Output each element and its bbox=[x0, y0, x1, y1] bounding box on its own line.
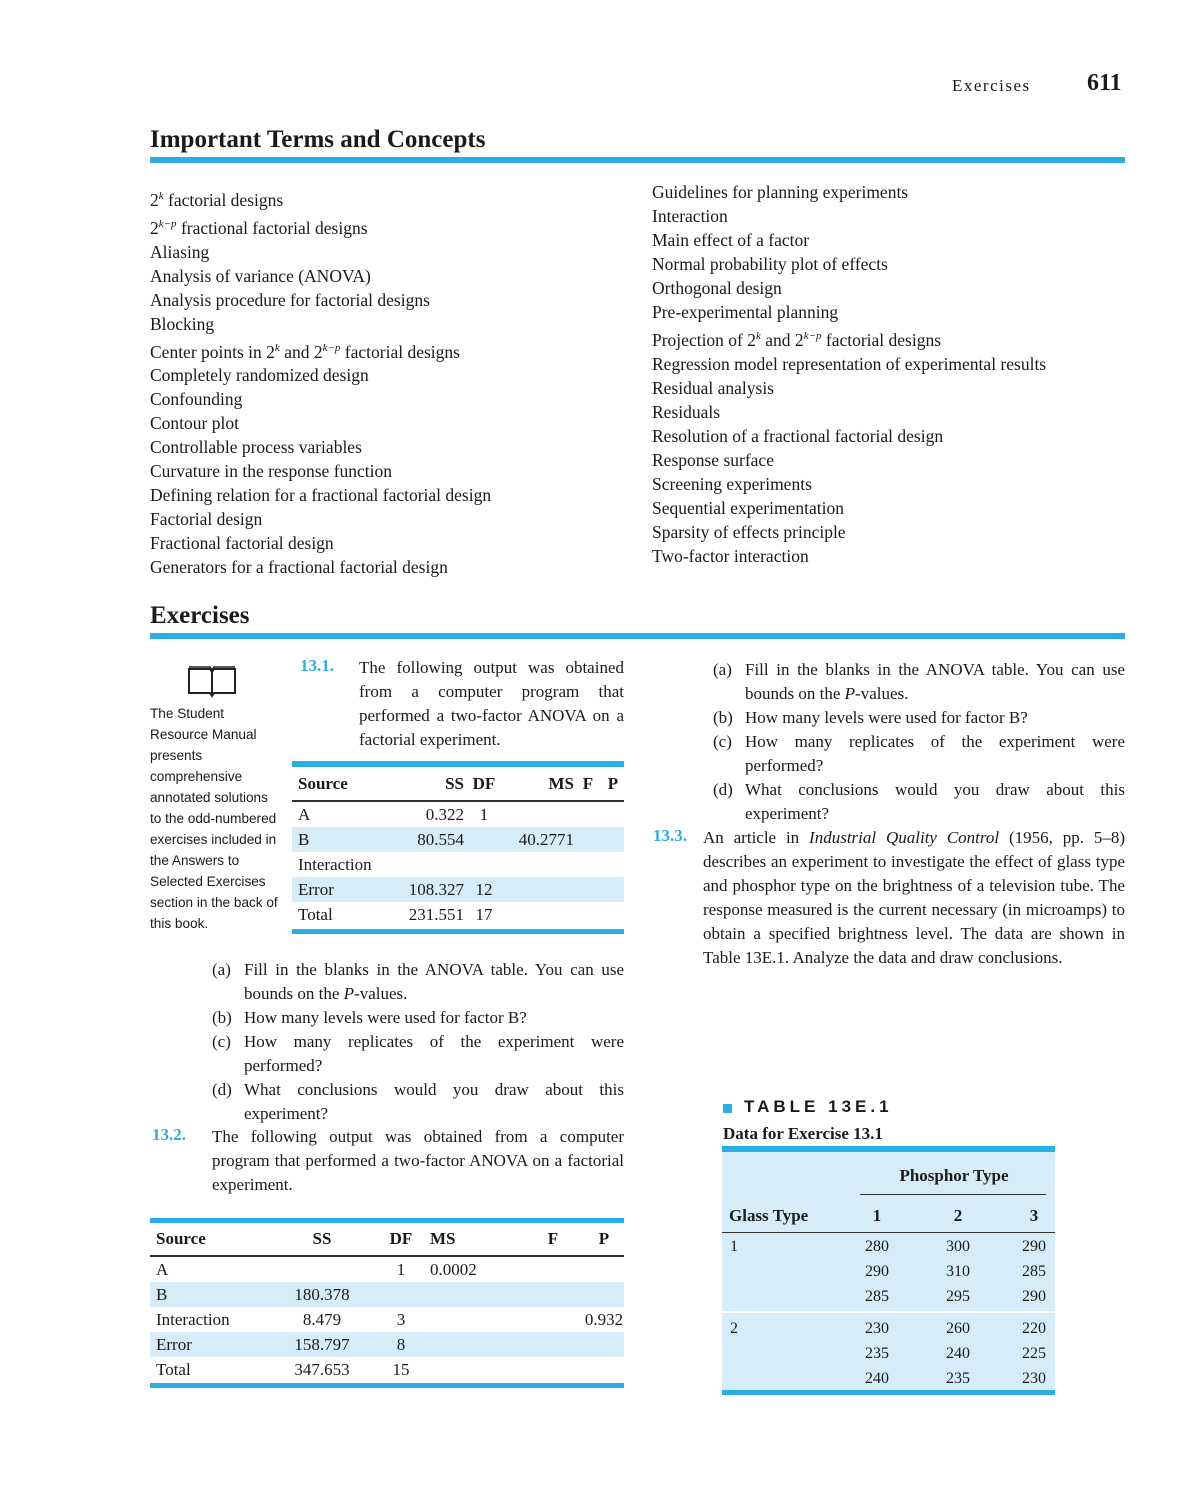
table-cell: A bbox=[298, 804, 311, 824]
exercise-part bbox=[713, 658, 1125, 706]
term-item: Resolution of a fractional factorial design bbox=[652, 425, 944, 446]
column-header: F bbox=[574, 767, 602, 801]
table-13e1 bbox=[722, 1146, 1055, 1395]
column-header: P bbox=[602, 767, 624, 801]
term-item: Curvature in the response function bbox=[150, 461, 393, 482]
part-label: (d) bbox=[212, 1080, 232, 1099]
table-cell: 0.322 bbox=[425, 804, 464, 824]
column-header: DF bbox=[372, 1223, 430, 1256]
data-cell: 285 bbox=[865, 1288, 889, 1305]
term-item: Pre-experimental planning bbox=[652, 302, 839, 322]
table-bottom-rule bbox=[292, 929, 624, 934]
data-cell: 240 bbox=[946, 1345, 970, 1362]
term-item: Generators for a fractional factorial design bbox=[150, 557, 448, 578]
table-cell bbox=[602, 827, 624, 852]
data-cell: 225 bbox=[1022, 1345, 1046, 1362]
column-header: SS bbox=[398, 767, 464, 801]
table-cell bbox=[522, 1307, 584, 1332]
term-item bbox=[150, 212, 640, 240]
header-rule bbox=[722, 1232, 1055, 1233]
table-cell bbox=[504, 852, 574, 877]
table-cell bbox=[504, 902, 574, 927]
part-text-main: Fill in the blanks in the ANOVA table. You can use bounds on the bbox=[244, 960, 624, 1003]
table-cell: 1 bbox=[479, 804, 489, 824]
term-item: Analysis procedure for factorial designs bbox=[150, 289, 430, 310]
term-item: Main effect of a factor bbox=[652, 230, 810, 250]
term-base: 2 bbox=[150, 217, 159, 238]
table-cell bbox=[602, 801, 624, 827]
glass-type-value: 1 bbox=[730, 1238, 738, 1255]
table-row bbox=[150, 1282, 624, 1307]
table-cell: 180.378 bbox=[272, 1282, 372, 1307]
ex3-text-part2: (1956, pp. 5–8) describes an experiment to investigate the effect of glass type and phosphor type on the brightness of a television tube. The response measured is the current necessary (in microamps) to obtain a specified brightness level. The data are shown in Table 13E.1. Analyze the data and draw conclusions. bbox=[703, 828, 1125, 967]
part-text-main: What conclusions would you draw about this experiment? bbox=[745, 780, 1125, 823]
table-cell bbox=[602, 852, 624, 877]
data-cell: 220 bbox=[1022, 1320, 1046, 1337]
table-row bbox=[292, 877, 624, 902]
table-cell bbox=[574, 852, 602, 877]
table-row bbox=[150, 1357, 624, 1382]
terms-title-rule bbox=[150, 157, 1125, 163]
phosphor-type-column-header: 3 bbox=[1029, 1206, 1039, 1225]
exercise-part bbox=[212, 1078, 624, 1126]
term-superscript: k−p bbox=[803, 330, 822, 342]
table-cell bbox=[464, 852, 504, 877]
terms-section-title: Important Terms and Concepts bbox=[150, 126, 486, 153]
term-pre: Projection of 2 bbox=[652, 329, 757, 350]
part-label: (c) bbox=[713, 732, 732, 751]
table-cell: 108.327 bbox=[398, 877, 464, 902]
term-mid: and 2 bbox=[760, 329, 804, 350]
data-cell: 285 bbox=[1022, 1263, 1046, 1280]
term-item bbox=[652, 324, 1132, 352]
table-row bbox=[292, 902, 624, 927]
part-text bbox=[244, 1078, 624, 1126]
exercise-13-1-parts bbox=[212, 958, 624, 1126]
part-text-main: How many levels were used for factor B? bbox=[244, 1008, 527, 1027]
column-header: DF bbox=[464, 767, 504, 801]
table-cell: Error bbox=[150, 1332, 272, 1357]
term-rest: factorial designs bbox=[340, 341, 460, 362]
exercise-13-3-number: 13.3. bbox=[653, 826, 687, 845]
table-cell bbox=[574, 877, 602, 902]
part-italic: P bbox=[844, 684, 856, 703]
data-cell: 235 bbox=[865, 1345, 889, 1362]
group-header-rule bbox=[860, 1194, 1046, 1195]
term-item: Residuals bbox=[652, 401, 721, 422]
part-text-main: Fill in the blanks in the ANOVA table. You can use bounds on the bbox=[745, 660, 1125, 703]
term-rest: fractional factorial designs bbox=[176, 217, 368, 238]
data-cell: 310 bbox=[946, 1263, 970, 1280]
data-cell: 290 bbox=[1022, 1238, 1046, 1255]
term-superscript: k−p bbox=[158, 217, 177, 230]
term-item bbox=[150, 184, 640, 212]
term-item: Guidelines for planning experiments bbox=[652, 182, 909, 202]
part-text bbox=[745, 778, 1125, 826]
data-cell: 290 bbox=[1022, 1288, 1046, 1305]
part-italic: P bbox=[343, 984, 355, 1003]
table-cell: 12 bbox=[464, 877, 504, 902]
data-cell: 300 bbox=[946, 1238, 970, 1255]
exercise-13-2-anova-table bbox=[150, 1218, 624, 1388]
exercise-13-1-anova-table bbox=[292, 761, 624, 934]
term-item bbox=[150, 336, 640, 364]
table-cell: Interaction bbox=[298, 854, 372, 874]
table-cell: 8.479 bbox=[302, 1309, 342, 1329]
table-cell: 17 bbox=[475, 904, 493, 924]
table-cell bbox=[584, 1357, 624, 1382]
phosphor-type-column-header: 2 bbox=[953, 1206, 963, 1225]
table-cell: 8 bbox=[372, 1332, 430, 1357]
sidebar-note: The Student Resource Manual presents comprehensive annotated solutions to the odd-numbered exercises included in the Answers to Selected Exercises section in the back of this book. bbox=[150, 706, 278, 931]
table-row bbox=[292, 852, 624, 877]
term-mid: and 2 bbox=[279, 341, 323, 362]
part-text-after: -values. bbox=[354, 984, 408, 1003]
table-cell bbox=[522, 1282, 584, 1307]
table-cell bbox=[574, 801, 602, 827]
term-item: Normal probability plot of effects bbox=[652, 254, 888, 274]
term-item: Response surface bbox=[652, 449, 774, 470]
table-13e1-label-row bbox=[723, 1097, 893, 1117]
table-cell bbox=[602, 902, 624, 927]
part-text-main: What conclusions would you draw about this experiment? bbox=[244, 1080, 624, 1123]
column-header: Source bbox=[150, 1223, 272, 1256]
data-cell: 230 bbox=[1022, 1370, 1046, 1387]
term-item: Controllable process variables bbox=[150, 437, 362, 458]
table-cell: 158.797 bbox=[272, 1332, 372, 1357]
table-cell bbox=[430, 1332, 522, 1357]
term-superscript: k bbox=[274, 341, 280, 354]
term-item: Orthogonal design bbox=[652, 278, 782, 298]
column-header: F bbox=[522, 1223, 584, 1256]
exercise-13-2-number: 13.2. bbox=[152, 1125, 186, 1144]
table-cell bbox=[584, 1282, 624, 1307]
part-label: (a) bbox=[713, 660, 732, 679]
data-cell: 235 bbox=[946, 1370, 970, 1387]
table-row bbox=[292, 801, 624, 827]
table-cell: 3 bbox=[396, 1309, 406, 1329]
term-rest: factorial designs bbox=[821, 329, 942, 350]
table-cell bbox=[522, 1332, 584, 1357]
table-bottom-rule bbox=[722, 1390, 1055, 1395]
table-13e1-label: TABLE 13E.1 bbox=[744, 1097, 893, 1116]
term-item: Interaction bbox=[652, 206, 728, 226]
running-header-section: Exercises bbox=[952, 76, 1031, 95]
table-cell: 40.2771 bbox=[504, 827, 574, 852]
table-cell: Total bbox=[298, 904, 333, 924]
terms-left-column bbox=[150, 184, 640, 579]
table-13e1-caption: Data for Exercise 13.1 bbox=[723, 1124, 883, 1143]
table-cell: Total bbox=[156, 1359, 191, 1379]
table-cell: B bbox=[150, 1282, 272, 1307]
term-item: Completely randomized design bbox=[150, 365, 369, 386]
term-item: Sparsity of effects principle bbox=[652, 521, 846, 542]
table-cell bbox=[504, 877, 574, 902]
term-item: Residual analysis bbox=[652, 377, 774, 398]
journal-title: Industrial Quality Control bbox=[809, 828, 1000, 847]
group-separator bbox=[722, 1311, 1055, 1313]
table-row bbox=[150, 1332, 624, 1357]
column-header: P bbox=[584, 1223, 624, 1256]
part-label: (a) bbox=[212, 960, 231, 979]
table-cell bbox=[522, 1256, 584, 1282]
data-cell: 280 bbox=[865, 1238, 889, 1255]
table-cell: 231.551 bbox=[408, 904, 464, 924]
table-cell bbox=[584, 1332, 624, 1357]
table-13e1-body bbox=[722, 1152, 1055, 1390]
column-header: MS bbox=[504, 767, 574, 801]
table-row bbox=[150, 1307, 624, 1332]
table-cell bbox=[430, 1357, 522, 1382]
data-cell: 295 bbox=[946, 1288, 970, 1305]
table-cell bbox=[398, 852, 464, 877]
part-text bbox=[745, 706, 1125, 730]
table-cell bbox=[504, 801, 574, 827]
term-item: Analysis of variance (ANOVA) bbox=[150, 265, 371, 286]
table-cell: 15 bbox=[392, 1359, 410, 1379]
part-label: (d) bbox=[713, 780, 733, 799]
exercise-13-2-text: The following output was obtained from a computer program that performed a two-factor ANOVA on a factorial experiment. bbox=[212, 1127, 624, 1194]
phosphor-type-column-header: 1 bbox=[872, 1206, 882, 1225]
exercises-section-title: Exercises bbox=[150, 602, 250, 629]
term-item: Blocking bbox=[150, 313, 215, 334]
table-cell bbox=[602, 877, 624, 902]
table-cell: 0.0002 bbox=[430, 1259, 477, 1279]
table-row bbox=[292, 827, 624, 852]
term-item: Confounding bbox=[150, 389, 243, 410]
table-bottom-rule bbox=[150, 1383, 624, 1388]
term-superscript: k−p bbox=[322, 341, 341, 354]
term-item: Defining relation for a fractional factorial design bbox=[150, 485, 492, 506]
table-cell bbox=[372, 1282, 430, 1307]
term-item: Regression model representation of experimental results bbox=[652, 353, 1047, 374]
exercise-13-1-number: 13.1. bbox=[300, 656, 334, 675]
table-cell: A bbox=[156, 1259, 169, 1279]
ex3-text-part1: An article in bbox=[703, 828, 810, 847]
term-item: Contour plot bbox=[150, 413, 239, 434]
exercise-part bbox=[713, 730, 1125, 778]
term-item: Factorial design bbox=[150, 509, 263, 530]
term-item: Two-factor interaction bbox=[652, 545, 809, 566]
terms-right-column bbox=[652, 180, 1132, 568]
data-cell: 240 bbox=[865, 1370, 889, 1387]
table-cell bbox=[272, 1256, 372, 1282]
table-cell: Error bbox=[292, 877, 398, 902]
page-number: 611 bbox=[1087, 70, 1122, 96]
exercise-13-3-text bbox=[703, 826, 1125, 970]
exercise-part bbox=[713, 706, 1125, 730]
table-cell: 80.554 bbox=[398, 827, 464, 852]
exercise-13-2-parts bbox=[713, 658, 1125, 826]
data-cell: 230 bbox=[865, 1320, 889, 1337]
exercise-13-1-text: The following output was obtained from a computer program that performed a two-factor ANOVA on a factorial experiment. bbox=[359, 658, 624, 749]
table-cell bbox=[430, 1282, 522, 1307]
table-cell bbox=[464, 827, 504, 852]
table-cell bbox=[522, 1357, 584, 1382]
table-cell bbox=[574, 902, 602, 927]
term-superscript: k bbox=[756, 330, 761, 342]
part-text bbox=[745, 658, 1125, 706]
table-cell: Interaction bbox=[156, 1309, 230, 1329]
table-cell bbox=[584, 1256, 624, 1282]
column-header: SS bbox=[272, 1223, 372, 1256]
term-rest: factorial designs bbox=[163, 189, 284, 210]
part-text bbox=[244, 958, 624, 1006]
term-pre: Center points in 2 bbox=[150, 341, 275, 362]
part-text-main: How many replicates of the experiment were performed? bbox=[745, 732, 1125, 775]
table-cell: 1 bbox=[396, 1259, 406, 1279]
term-item: Sequential experimentation bbox=[652, 497, 844, 518]
exercise-part bbox=[212, 958, 624, 1006]
data-cell: 260 bbox=[946, 1320, 970, 1337]
phosphor-type-header: Phosphor Type bbox=[899, 1166, 1009, 1185]
exercise-part bbox=[212, 1030, 624, 1078]
exercise-part bbox=[212, 1006, 624, 1030]
part-text bbox=[244, 1006, 624, 1030]
table-cell: 0.932 bbox=[584, 1309, 624, 1329]
data-cell: 290 bbox=[865, 1263, 889, 1280]
term-item: Screening experiments bbox=[652, 473, 812, 494]
part-text-main: How many replicates of the experiment were performed? bbox=[244, 1032, 624, 1075]
table-cell: B bbox=[292, 827, 398, 852]
column-header: MS bbox=[430, 1223, 522, 1256]
part-label: (c) bbox=[212, 1032, 231, 1051]
column-header: Source bbox=[292, 767, 398, 801]
part-text-main: How many levels were used for factor B? bbox=[745, 708, 1028, 727]
term-base: 2 bbox=[150, 189, 159, 210]
part-text bbox=[745, 730, 1125, 778]
table-cell bbox=[574, 827, 602, 852]
part-label: (b) bbox=[212, 1008, 232, 1027]
exercises-title-rule bbox=[150, 633, 1125, 639]
glass-type-header: Glass Type bbox=[729, 1206, 809, 1225]
part-label: (b) bbox=[713, 708, 733, 727]
open-book-icon bbox=[186, 664, 238, 703]
part-text-after: -values. bbox=[855, 684, 909, 703]
term-item: Aliasing bbox=[150, 241, 210, 262]
table-cell: 347.653 bbox=[294, 1359, 350, 1379]
table-row bbox=[150, 1256, 624, 1282]
term-item: Fractional factorial design bbox=[150, 533, 334, 554]
table-cell bbox=[430, 1307, 522, 1332]
glass-type-value: 2 bbox=[730, 1320, 738, 1337]
exercise-part bbox=[713, 778, 1125, 826]
term-superscript: k bbox=[158, 190, 164, 202]
part-text bbox=[244, 1030, 624, 1078]
table-bullet-icon bbox=[723, 1104, 732, 1113]
